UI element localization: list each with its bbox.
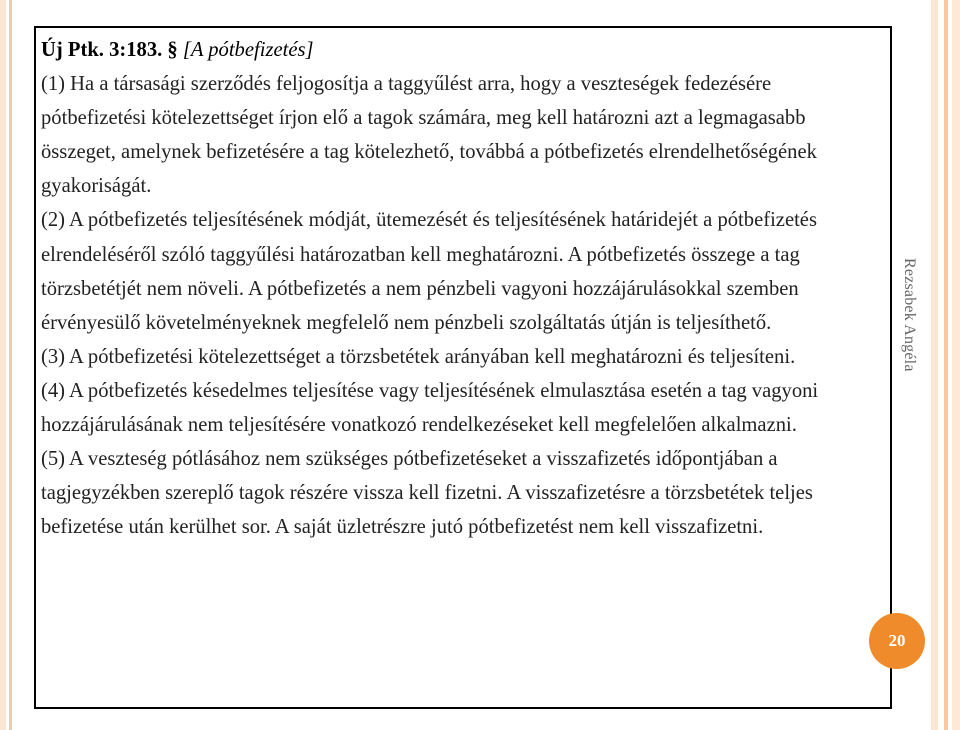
paragraph-4: (4) A pótbefizetés késedelmes teljesítése vagy teljesítésének elmulasztása esetén a tag vagyoni hozzájárulásának nem teljesítésére vonatkozó rendelkezéseket kell megfelelően alkalmazni. [41,379,819,437]
section-reference: Új Ptk. 3:183. § [41,39,178,61]
section-title: [A pótbefizetés] [182,39,314,61]
right-edge-stripe [952,0,960,730]
right-decorative-stripe-thin [944,0,948,730]
left-decorative-stripe [0,0,6,730]
right-decorative-stripe [931,0,938,730]
author-name: Rezsabek Angéla [901,258,918,372]
left-decorative-stripe-thin [9,0,12,730]
section-heading [41,33,876,67]
page-number-badge [869,613,925,669]
page-number: 20 [888,631,906,650]
paragraph-1: (1) Ha a társasági szerződés feljogosítja a taggyűlést arra, hogy a veszteségek fedezésére pótbefizetési kötelezettséget írjon elő a tagok számára, meg kell határozni azt a legmagasabb összeget, amelynek befizetésére a tag kötelezhető, továbbá a pótbefizetés elrendelhetőségének gyakoriságát. [41,73,817,198]
paragraph-5: (5) A veszteség pótlásához nem szükséges pótbefizetéseket a visszafizetés időpontjában a tagjegyzékben szereplő tagok részére vissza kell fizetni. A visszafizetésre a törzsbetétek teljes befizetése után kerülhet sor. A saját üzletrészre jutó pótbefizetést nem kell visszafizetni. [41,448,813,539]
statute-text [41,33,876,544]
paragraph-3: (3) A pótbefizetési kötelezettséget a törzsbetétek arányában kell meghatározni és teljesíteni. [41,345,796,368]
slide-content-box [34,26,892,709]
paragraph-2: (2) A pótbefizetés teljesítésének módját, ütemezését és teljesítésének határidejét a pótbefizetés elrendeléséről szóló taggyűlési határozatban kell meghatározni. A pótbefizetés összege a tag törzsbetétjét nem növeli. A pótbefizetés a nem pénzbeli vagyoni hozzájárulásokkal szemben érvényesülő követelményeknek megfelelő nem pénzbeli szolgáltatás útján is teljesíthető. [41,209,817,334]
